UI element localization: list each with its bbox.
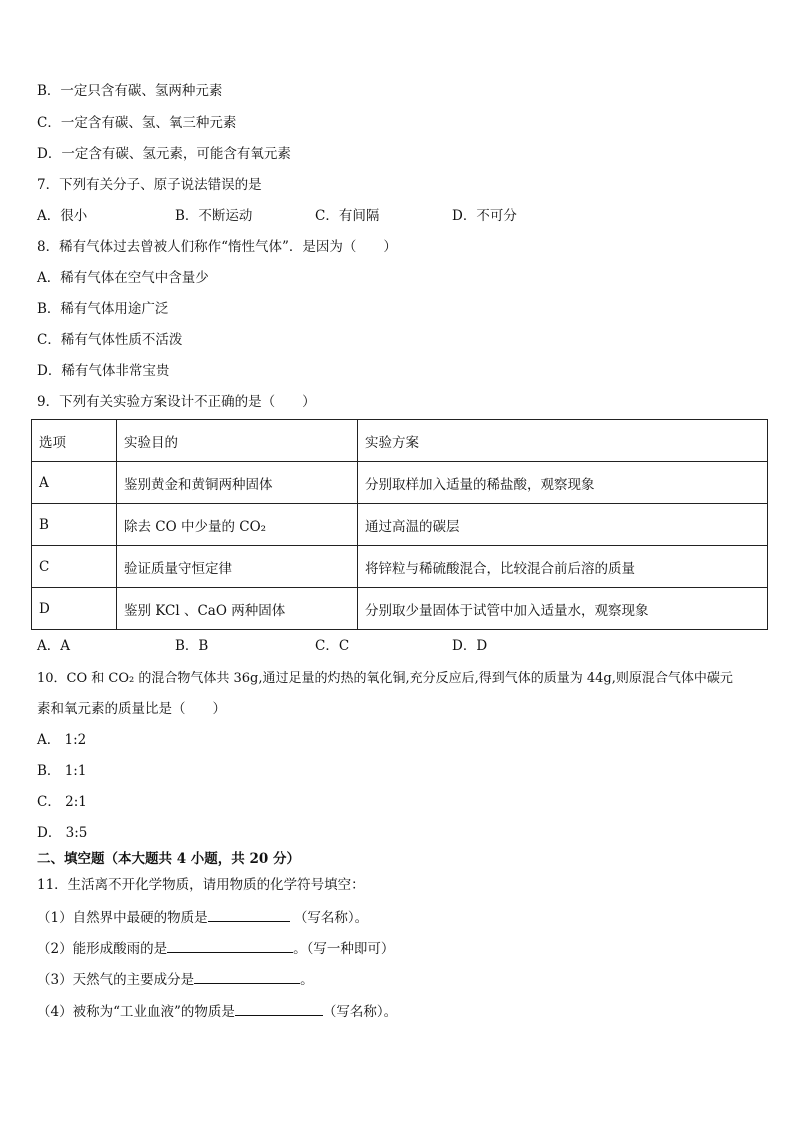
q10-stem-line2: 素和氧元素的质量比是（ ） (37, 701, 226, 717)
table-cell: 鉴别 KCl 、CaO 两种固体 (117, 588, 358, 630)
q9-option-b: B．B (175, 638, 209, 654)
table-cell: B (32, 504, 117, 546)
q7-stem: 7．下列有关分子、原子说法错误的是 (37, 177, 262, 193)
table-cell: C (32, 546, 117, 588)
q8-stem: 8．稀有气体过去曾被人们称作“惰性气体”．是因为（ ） (37, 239, 397, 255)
q9-stem: 9．下列有关实验方案设计不正确的是（ ） (37, 394, 316, 410)
q7-options (37, 206, 757, 226)
table-cell: A (32, 462, 117, 504)
answer-blank[interactable] (167, 937, 293, 953)
q11-item-suffix: （写名称）。 (289, 910, 369, 926)
q11-item-prefix: （2）能形成酸雨的是 (37, 941, 168, 957)
q11-item-4 (37, 1000, 397, 1022)
q9-option-a: A．A (37, 638, 70, 654)
q11-item-prefix: （3）天然气的主要成分是 (37, 972, 195, 988)
section-title: 二、填空题（本大题共 4 小题，共 20 分） (37, 851, 300, 867)
table-header-cell: 实验方案 (358, 420, 768, 462)
q8-option-c: C．稀有气体性质不活泼 (37, 332, 183, 348)
table-cell: 除去 CO 中少量的 CO₂ (117, 504, 358, 546)
q7-option-a: A．很小 (37, 208, 88, 224)
answer-blank[interactable] (208, 906, 290, 922)
q11-item-suffix: 。 (300, 972, 314, 988)
table-cell: 分别取样加入适量的稀盐酸，观察现象 (358, 462, 768, 504)
q10-stem-line1: 10．CO 和 CO₂ 的混合物气体共 36g,通过足量的灼热的氧化铜,充分反应后,得到气体的质量为 44g,则原混合气体中碳元 (37, 671, 733, 686)
q11-item-prefix: （1）自然界中最硬的物质是 (37, 910, 208, 926)
table-cell: 将锌粒与稀硫酸混合，比较混合前后溶的质量 (358, 546, 768, 588)
q11-stem: 11．生活离不开化学物质，请用物质的化学符号填空： (37, 877, 365, 893)
q10-option-b: B． 1:1 (37, 763, 87, 779)
q6-option-c: C．一定含有碳、氢、氧三种元素 (37, 115, 237, 131)
table-cell: D (32, 588, 117, 630)
q6-option-b: B．一定只含有碳、氢两种元素 (37, 83, 223, 99)
table-header-cell: 实验目的 (117, 420, 358, 462)
q11-item-suffix: 。（写一种即可） (293, 941, 395, 957)
table-cell: 验证质量守恒定律 (117, 546, 358, 588)
q10-option-c: C． 2:1 (37, 794, 87, 810)
answer-blank[interactable] (194, 968, 300, 984)
table-row (32, 588, 768, 630)
table-row (32, 546, 768, 588)
table-cell: 分别取少量固体于试管中加入适量水，观察现象 (358, 588, 768, 630)
q9-option-c: C．C (315, 638, 350, 654)
q8-option-b: B．稀有气体用途广泛 (37, 301, 169, 317)
q10-option-a: A． 1:2 (37, 732, 87, 748)
q11-item-1 (37, 906, 368, 928)
q7-option-c: C．有间隔 (315, 208, 380, 224)
q6-option-d: D．一定含有碳、氢元素，可能含有氧元素 (37, 146, 291, 162)
q11-item-2 (37, 937, 394, 959)
q7-option-d: D．不可分 (452, 208, 517, 224)
q11-item-suffix: （写名称）。 (322, 1004, 398, 1020)
table-header-cell: 选项 (32, 420, 117, 462)
q9-option-d: D．D (452, 638, 488, 654)
answer-blank[interactable] (235, 1000, 323, 1016)
table-row (32, 504, 768, 546)
table-header-row (32, 420, 768, 462)
q8-option-a: A．稀有气体在空气中含量少 (37, 270, 209, 286)
q10-option-d: D． 3:5 (37, 825, 88, 841)
q8-option-d: D．稀有气体非常宝贵 (37, 363, 170, 379)
q11-item-3 (37, 968, 314, 990)
q7-option-b: B．不断运动 (175, 208, 253, 224)
q9-experiment-table (31, 419, 768, 630)
table-row (32, 462, 768, 504)
table-cell: 通过高温的碳层 (358, 504, 768, 546)
q11-item-prefix: （4）被称为“工业血液”的物质是 (37, 1004, 235, 1020)
table-cell: 鉴别黄金和黄铜两种固体 (117, 462, 358, 504)
q9-options (37, 636, 757, 656)
